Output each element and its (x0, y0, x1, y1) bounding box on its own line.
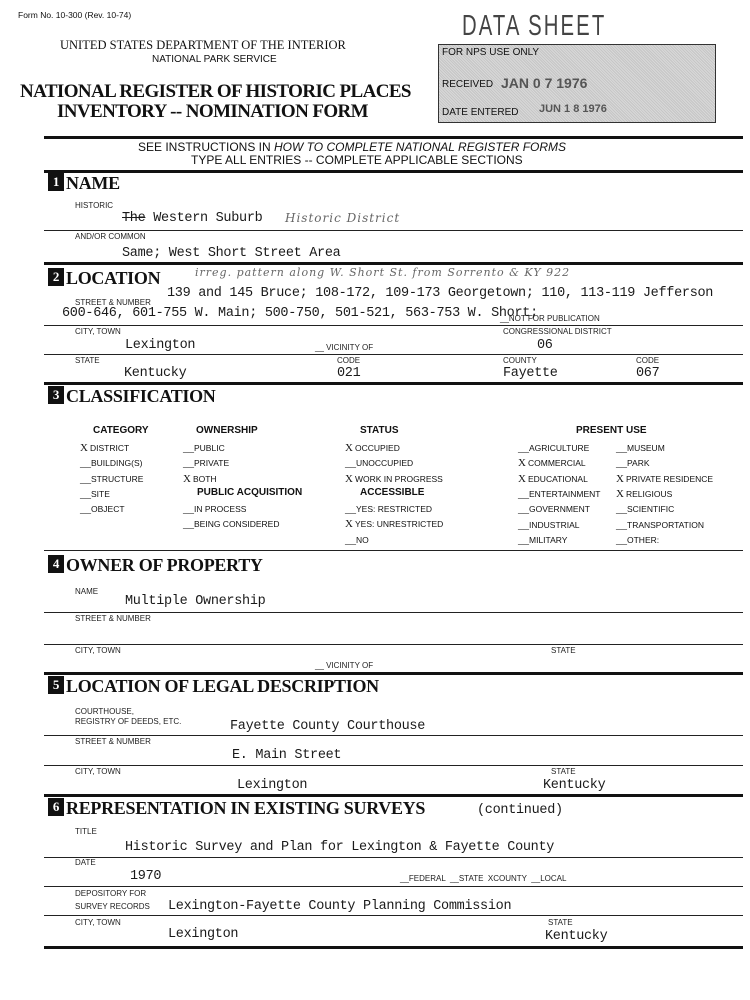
divider (44, 915, 743, 916)
option-label: IN PROCESS (194, 504, 247, 514)
department-name: UNITED STATES DEPARTMENT OF THE INTERIOR (60, 38, 346, 52)
option-label: COMMERCIAL (528, 458, 586, 469)
divider (44, 550, 743, 551)
survey-records-label: SURVEY RECORDS (75, 902, 150, 911)
checkbox-mark[interactable]: __ (616, 457, 627, 470)
nps-use-box (438, 44, 716, 123)
option-no[interactable] (345, 534, 369, 546)
checkbox-mark[interactable]: __ (518, 533, 529, 546)
divider (44, 262, 743, 265)
owner-vicinity-of[interactable]: __ VICINITY OF (315, 661, 374, 670)
checkbox-mark[interactable]: X (616, 487, 624, 500)
received-date: JAN 0 7 1976 (501, 75, 588, 91)
divider (44, 230, 743, 231)
state-field[interactable]: Kentucky (124, 366, 187, 381)
owner-city-label: CITY, TOWN (75, 646, 121, 655)
option-label: SITE (91, 488, 110, 499)
section-title: NAME (66, 173, 120, 193)
common-label: AND/OR COMMON (75, 232, 146, 241)
checkbox-mark[interactable]: __ (80, 503, 91, 516)
survey-level-options[interactable]: __FEDERAL __STATE XCOUNTY __LOCAL (400, 874, 567, 883)
checkbox-mark[interactable]: __ (616, 533, 627, 546)
option-label: BOTH (193, 473, 217, 484)
section-title: OWNER OF PROPERTY (66, 555, 263, 575)
option-label: ENTERTAINMENT (529, 488, 601, 499)
common-name-field[interactable]: Same; West Short Street Area (122, 246, 341, 261)
depository-field[interactable]: Lexington-Fayette County Planning Commission (168, 899, 512, 914)
option-label: STRUCTURE (91, 473, 144, 484)
section-number: 6 (48, 798, 64, 816)
option-label: PUBLIC (194, 443, 225, 453)
street-field-line1[interactable]: 139 and 145 Bruce; 108-172, 109-173 Georgetown; 110, 113-119 Jefferson (167, 286, 714, 301)
checkbox-mark[interactable]: __ (518, 442, 529, 454)
option-label: OBJECT (91, 504, 125, 515)
historic-label: HISTORIC (75, 201, 114, 210)
divider (44, 354, 743, 355)
checkbox-mark[interactable]: X (345, 442, 353, 454)
checkbox-mark[interactable]: __ (80, 457, 91, 470)
checkbox-mark[interactable]: X (345, 472, 353, 485)
historic-value: Western Suburb (153, 211, 263, 226)
checkbox-mark[interactable]: __ (80, 487, 91, 500)
option-unoccupied[interactable] (345, 457, 413, 469)
option-yes-restricted[interactable] (345, 503, 432, 515)
code-label: CODE (337, 356, 361, 365)
legal-street-field[interactable]: E. Main Street (232, 748, 342, 763)
not-for-publication[interactable]: __NOT FOR PUBLICATION (500, 314, 600, 323)
instructions-text: SEE INSTRUCTIONS IN (138, 140, 275, 154)
divider (44, 765, 743, 766)
section-2-heading (48, 268, 160, 289)
section-title: CLASSIFICATION (66, 386, 216, 406)
received-label: RECEIVED (442, 79, 494, 90)
legal-state-field[interactable]: Kentucky (543, 778, 606, 793)
struck-text: The (122, 211, 146, 226)
option-label: DISTRICT (90, 443, 130, 453)
option-label: BEING CONSIDERED (194, 519, 280, 530)
checkbox-mark[interactable]: __ (345, 503, 356, 515)
option-building-s[interactable] (80, 457, 142, 469)
city-label: CITY, TOWN (75, 327, 121, 336)
option-being-considered[interactable] (183, 518, 280, 530)
checkbox-mark[interactable]: X (518, 472, 526, 485)
date-entered-value: JUN 1 8 1976 (539, 103, 607, 115)
option-occupied[interactable] (345, 442, 400, 454)
city-field[interactable]: Lexington (125, 338, 196, 353)
checkbox-mark[interactable]: X (80, 442, 88, 454)
option-transportation[interactable] (616, 519, 704, 531)
survey-title-label: TITLE (75, 827, 97, 836)
option-label: BUILDING(S) (91, 458, 143, 469)
checkbox-mark[interactable]: __ (616, 442, 627, 454)
category-heading: CATEGORY (93, 425, 149, 436)
option-work-in-progress[interactable] (345, 473, 443, 485)
divider (44, 325, 743, 326)
instructions-italic: HOW TO COMPLETE NATIONAL REGISTER FORMS (274, 140, 567, 154)
county-label: COUNTY (503, 356, 537, 365)
option-label: PRIVATE RESIDENCE (626, 473, 714, 484)
option-label: GOVERNMENT (529, 504, 590, 515)
checkbox-mark[interactable]: __ (183, 518, 194, 531)
option-label: TRANSPORTATION (627, 519, 704, 530)
checkbox-mark[interactable]: __ (183, 503, 194, 515)
checkbox-mark[interactable]: X (345, 518, 353, 531)
checkbox-mark[interactable]: X (616, 472, 624, 485)
owner-name-field[interactable]: Multiple Ownership (125, 594, 266, 609)
survey-state-field[interactable]: Kentucky (545, 929, 608, 944)
checkbox-mark[interactable]: __ (345, 533, 356, 546)
option-industrial[interactable] (518, 519, 580, 531)
option-scientific[interactable] (616, 503, 674, 515)
divider (44, 170, 743, 173)
section-3-heading (48, 386, 216, 407)
option-label: EDUCATIONAL (528, 473, 588, 484)
option-label: PRIVATE (194, 458, 230, 469)
section-4-heading (48, 555, 263, 576)
street-label: STREET & NUMBER (75, 298, 151, 307)
checkbox-mark[interactable]: __ (518, 518, 529, 531)
owner-name-label: NAME (75, 587, 99, 596)
checkbox-mark[interactable]: __ (80, 472, 91, 485)
survey-date-label: DATE (75, 858, 96, 867)
divider (44, 794, 743, 797)
checkbox-mark[interactable]: __ (616, 503, 627, 516)
checkbox-mark[interactable]: __ (518, 503, 529, 516)
state-label: STATE (75, 356, 100, 365)
instructions-line1 (138, 140, 566, 154)
section-title: REPRESENTATION IN EXISTING SURVEYS (66, 798, 426, 818)
survey-city-field[interactable]: Lexington (168, 927, 239, 942)
option-label: MILITARY (529, 534, 568, 545)
acquisition-heading: PUBLIC ACQUISITION (197, 487, 303, 498)
state-code-field[interactable]: 021 (337, 366, 361, 381)
data-sheet-stamp: DATA SHEET (462, 10, 607, 42)
option-educational[interactable] (518, 473, 588, 485)
checkbox-mark[interactable]: __ (616, 518, 627, 531)
date-entered-label: DATE ENTERED (442, 107, 519, 118)
congressional-label: CONGRESSIONAL DISTRICT (503, 327, 612, 336)
courthouse-label: COURTHOUSE, (75, 707, 134, 716)
option-label: RELIGIOUS (626, 488, 673, 499)
present-use-heading: PRESENT USE (576, 425, 647, 436)
option-religious[interactable] (616, 488, 672, 500)
option-other[interactable] (616, 534, 659, 546)
option-label: YES: UNRESTRICTED (355, 519, 444, 530)
handwritten-historic: Historic District (285, 211, 401, 225)
historic-name-field[interactable] (122, 211, 262, 226)
survey-city-label: CITY, TOWN (75, 918, 121, 927)
option-label: OCCUPIED (355, 443, 400, 453)
congressional-field[interactable]: 06 (537, 338, 553, 353)
divider (44, 946, 743, 949)
checkbox-mark[interactable]: X (183, 472, 191, 485)
section-1-heading (48, 173, 120, 194)
owner-street-label: STREET & NUMBER (75, 614, 151, 623)
survey-state-label: STATE (548, 918, 573, 927)
legal-city-field[interactable]: Lexington (237, 778, 308, 793)
option-label: UNOCCUPIED (356, 458, 414, 469)
divider (44, 857, 743, 858)
option-private[interactable] (183, 457, 229, 469)
county-code-label: CODE (636, 356, 660, 365)
divider (44, 672, 743, 675)
ownership-heading: OWNERSHIP (196, 425, 258, 436)
option-in-process[interactable] (183, 503, 246, 515)
vicinity-of[interactable]: __ VICINITY OF (315, 343, 374, 352)
divider (44, 136, 743, 139)
courthouse-field[interactable]: Fayette County Courthouse (230, 719, 426, 734)
option-both[interactable] (183, 473, 217, 485)
option-agriculture[interactable] (518, 442, 589, 454)
section-number: 1 (48, 173, 64, 191)
county-field[interactable]: Fayette (503, 366, 558, 381)
option-district[interactable] (80, 442, 129, 454)
legal-city-label: CITY, TOWN (75, 767, 121, 776)
service-name: NATIONAL PARK SERVICE (152, 54, 277, 65)
option-label: AGRICULTURE (529, 443, 590, 453)
street-field-line2[interactable]: 600-646, 601-755 W. Main; 500-750, 501-521, 563-753 W. Short; (62, 306, 538, 321)
section-title: LOCATION OF LEGAL DESCRIPTION (66, 676, 379, 696)
nps-box-heading: FOR NPS USE ONLY (442, 47, 540, 58)
status-heading: STATUS (360, 425, 399, 436)
checkbox-mark[interactable]: __ (183, 457, 194, 470)
legal-street-label: STREET & NUMBER (75, 737, 151, 746)
option-label: OTHER: (627, 534, 660, 545)
handwritten-location-note: irreg. pattern along W. Short St. from Sorrento & KY 922 (195, 266, 571, 279)
form-title-line2: INVENTORY -- NOMINATION FORM (57, 101, 368, 122)
divider (44, 644, 743, 645)
checkbox-mark[interactable]: __ (518, 487, 529, 500)
option-label: MUSEUM (627, 443, 665, 453)
option-government[interactable] (518, 503, 590, 515)
depository-label: DEPOSITORY FOR (75, 889, 147, 898)
section-title: LOCATION (66, 268, 161, 288)
checkbox-mark[interactable]: __ (345, 457, 356, 470)
option-object[interactable] (80, 503, 125, 515)
divider (44, 382, 743, 385)
legal-state-label: STATE (551, 767, 576, 776)
section-number: 2 (48, 268, 64, 286)
option-label: PARK (627, 458, 650, 469)
form-number: Form No. 10-300 (Rev. 10-74) (18, 10, 132, 20)
option-label: NO (356, 534, 369, 545)
owner-state-label: STATE (551, 646, 576, 655)
section-number: 4 (48, 555, 64, 573)
section-number: 5 (48, 676, 64, 694)
option-military[interactable] (518, 534, 567, 546)
divider (44, 886, 743, 887)
section-5-heading (48, 676, 379, 697)
option-entertainment[interactable] (518, 488, 600, 500)
continued-note: (continued) (477, 803, 563, 818)
section-number: 3 (48, 386, 64, 404)
survey-title-field[interactable]: Historic Survey and Plan for Lexington & Fayette County (125, 840, 555, 855)
option-public[interactable] (183, 442, 225, 454)
option-private-residence[interactable] (616, 473, 713, 485)
option-label: YES: RESTRICTED (356, 504, 433, 514)
divider (44, 612, 743, 613)
instructions-line2: TYPE ALL ENTRIES -- COMPLETE APPLICABLE SECTIONS (191, 153, 523, 167)
survey-date-field[interactable]: 1970 (130, 869, 162, 884)
divider (44, 735, 743, 736)
option-commercial[interactable] (518, 457, 586, 469)
option-park[interactable] (616, 457, 650, 469)
section-6-heading (48, 798, 425, 819)
registry-label: REGISTRY OF DEEDS, ETC. (75, 717, 182, 726)
option-site[interactable] (80, 488, 110, 500)
checkbox-mark[interactable]: X (518, 457, 526, 470)
option-label: INDUSTRIAL (529, 519, 580, 530)
accessible-heading: ACCESSIBLE (360, 487, 425, 498)
form-title-line1: NATIONAL REGISTER OF HISTORIC PLACES (20, 81, 411, 102)
option-structure[interactable] (80, 473, 143, 485)
county-code-field[interactable]: 067 (636, 366, 660, 381)
option-label: WORK IN PROGRESS (355, 473, 443, 484)
option-museum[interactable] (616, 442, 665, 454)
checkbox-mark[interactable]: __ (183, 442, 194, 454)
option-yes-unrestricted[interactable] (345, 518, 443, 530)
option-label: SCIENTIFIC (627, 504, 675, 515)
